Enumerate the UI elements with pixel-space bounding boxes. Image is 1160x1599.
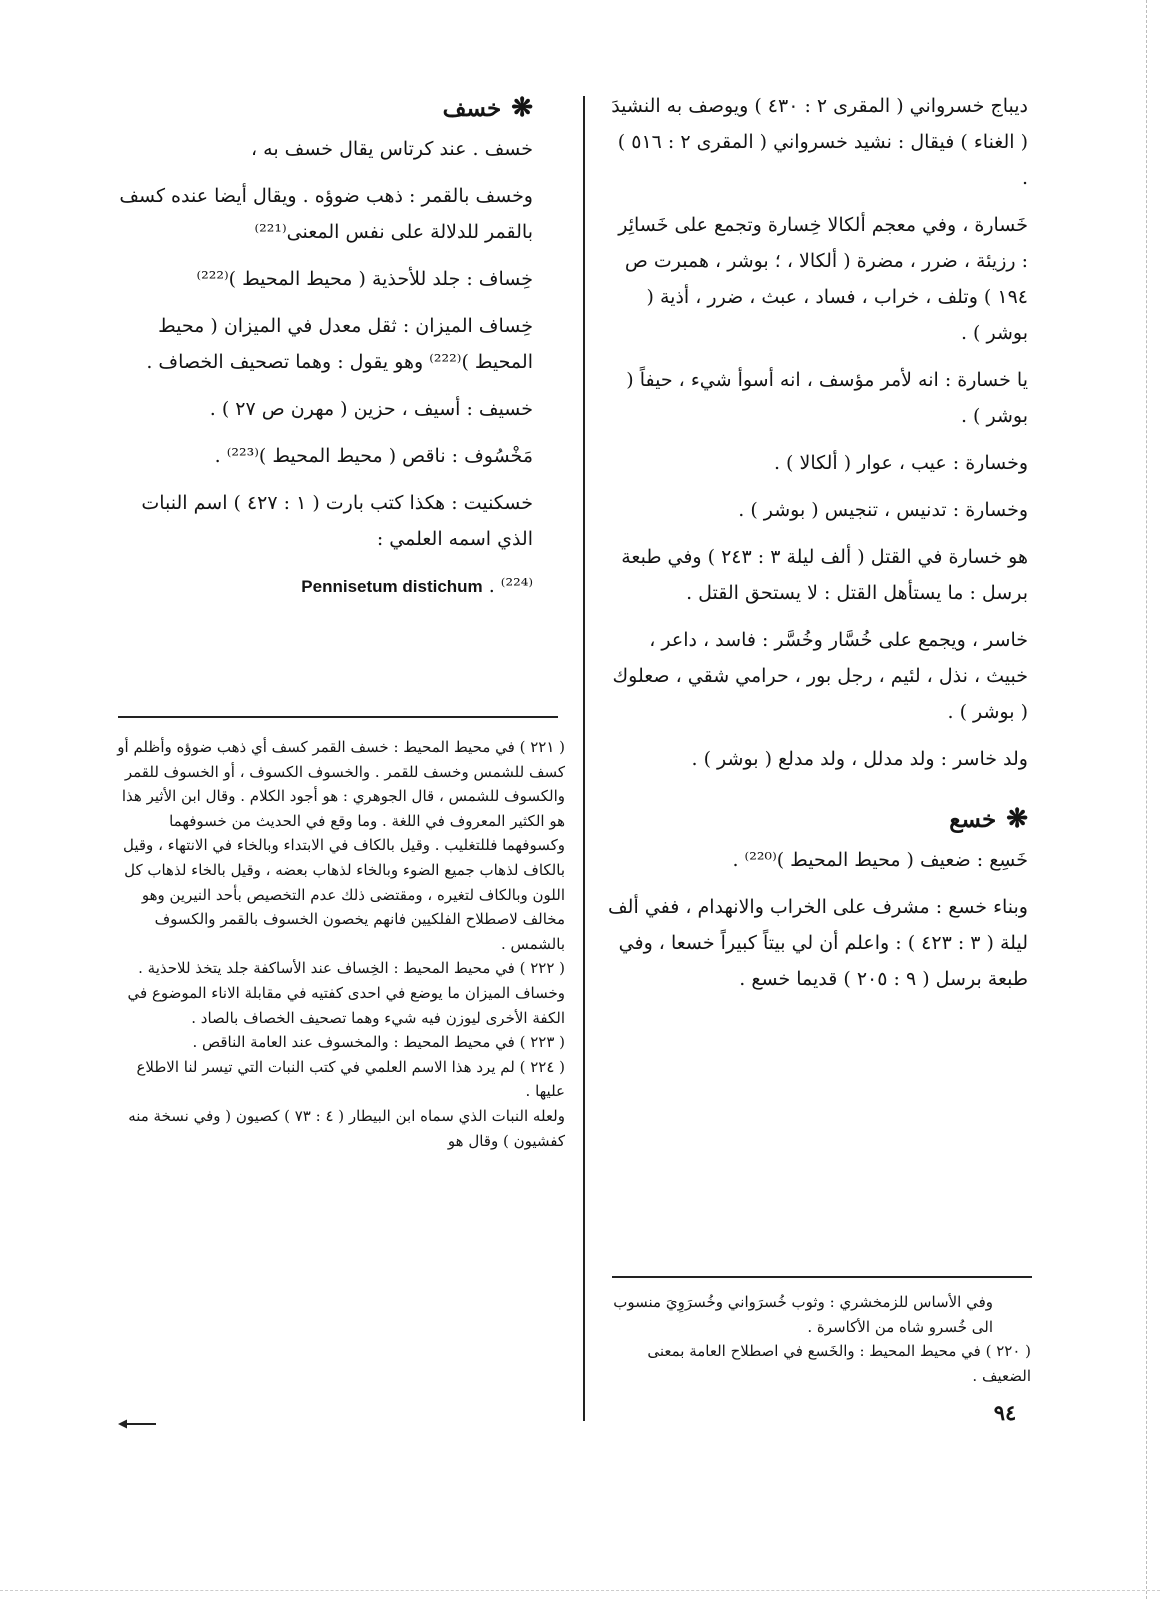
latin-term-line	[115, 568, 533, 605]
heading-word: خسع	[949, 806, 997, 833]
footnote-222: ( ٢٢٢ ) في محيط المحيط : الخِساف عند الأساكفة جلد يتخذ للاحذية . وخساف الميزان ما يوضع في احدى كفتيه في مقابلة الاناء الموضوع في الكفة الأخرى ليوزن فيه شيء وهما تصحيف الخصاف بالصاد .	[127, 959, 565, 1027]
entry-paragraph: وخسارة : تدنيس ، تنجيس ( بوشر ) .	[738, 499, 1028, 521]
right-column	[608, 88, 1028, 1008]
entry-paragraph: وخسارة : عيب ، عوار ( ألكالا ) .	[773, 452, 1028, 474]
entry-paragraph: خَسِع : ضعيف ( محيط المحيط )⁽²²⁰⁾ .	[732, 849, 1028, 871]
entry-paragraph: خِساف الميزان : ثقل معدل في الميزان ( محيط المحيط )⁽²²²⁾ وهو يقول : وهما تصحيف الخصاف .	[146, 315, 533, 373]
footnote-224: ( ٢٢٤ ) لم يرد هذا الاسم العلمي في كتب النبات التي تيسر لنا الاطلاع عليها .	[136, 1057, 565, 1101]
column-divider	[583, 96, 585, 1421]
footnote-220: ( ٢٢٠ ) في محيط المحيط : والخَسع في اصطلاح العامة بمعنى الضعيف .	[647, 1342, 1031, 1385]
footnote-separator	[612, 1276, 1032, 1278]
scan-edge-line	[0, 1590, 1160, 1591]
entry-paragraph: خِساف : جلد للأحذية ( محيط المحيط )⁽²²²⁾	[196, 268, 533, 290]
scan-edge-line	[1146, 0, 1147, 1599]
footnotes-right	[608, 1290, 1033, 1388]
entry-paragraph: ديباج خسرواني ( المقرى ٢ : ٤٣٠ ) ويوصف به النشيدَ ( الغناء ) فيقال : نشيد خسرواني ( المقرى ٢ : ٥١٦ ) .	[611, 95, 1028, 189]
footnote-separator	[118, 716, 558, 718]
entry-paragraph: خاسر ، ويجمع على خُسَّار وخُسَّر : فاسد ، داعر ، خبيث ، نذل ، لئيم ، رجل بور ، حرامي شقي ، صعلوك ( بوشر ) .	[612, 629, 1028, 723]
footnote-223: ( ٢٢٣ ) في محيط المحيط : والمخسوف عند العامة الناقص .	[192, 1033, 565, 1052]
entry-paragraph: خسيف : أسيف ، حزين ( مهرن ص ٢٧ ) .	[209, 398, 533, 420]
footnotes-left	[115, 735, 567, 1153]
entry-paragraph: وبناء خسع : مشرف على الخراب والانهدام ، ففي ألف ليلة ( ٣ : ٤٢٣ ) : واعلم أن لي بيتاً كبيراً خسعا ، وفي طبعة برسل ( ٩ : ٢٠٥ ) قديما خسع .	[608, 896, 1028, 990]
footnote-continuation: وفي الأساس للزمخشري : وثوب خُسرَواني وخُسرَوِيَ منسوب الى خُسرو شاه من الأكاسرة .	[613, 1293, 993, 1336]
footnote-221: ( ٢٢١ ) في محيط المحيط : خسف القمر كسف أي ذهب ضوؤه وأظلم أو كسف للشمس وخسف للقمر . والخسوف الكسوف ، أو الخسوف للقمر والكسوف للشمس ، قال الجوهري : هو أجود الكلام . وقال ابن الأثير هذا هو الكثير المعروف في اللغة . وما وقع في الحديث من خسوفهما وكسوفهما فللتغليب . وقيل بالكاف في الابتداء وبالخاء في الانتهاء ، وقيل بالكاف لذهاب جميع الضوء وبالخاء لذهاب بعضه ، وقيل بالخاء لذهاب كل اللون وبالكاف لتغيره ، ومقتضى ذلك عدم التخصيص بأحد النيرين وهو مخالف لاصطلاح الفلكيين فانهم يخصون الخسوف بالقمر والكسوف بالشمس .	[117, 738, 565, 953]
entry-paragraph: وخسف بالقمر : ذهب ضوؤه . ويقال أيضا عنده كسف بالقمر للدلالة على نفس المعنى⁽²²¹⁾	[119, 185, 533, 243]
page-number: ٩٤	[993, 1400, 1017, 1425]
continuation-arrow-icon	[118, 1418, 158, 1430]
footnote-ref: ⁽²²⁴⁾ .	[488, 575, 533, 597]
entry-heading-khasafa	[115, 88, 533, 129]
entry-heading-khasaa	[608, 799, 1028, 840]
entry-paragraph: خسف . عند كرتاس يقال خسف به ،	[251, 138, 533, 160]
left-column	[115, 88, 533, 616]
entry-paragraph: يا خسارة : انه لأمر مؤسف ، انه أسوأ شيء ، حيفاً ( بوشر ) .	[626, 369, 1028, 427]
asterisk-icon: ❋	[511, 93, 533, 123]
entry-paragraph: هو خسارة في القتل ( ألف ليلة ٣ : ٢٤٣ ) وفي طبعة برسل : ما يستأهل القتل : لا يستحق القتل .	[621, 546, 1028, 604]
entry-paragraph: خسكنيت : هكذا كتب بارت ( ١ : ٤٢٧ ) اسم النبات الذي اسمه العلمي :	[141, 492, 533, 550]
entry-paragraph: خَسارة ، وفي معجم ألكالا خِسارة وتجمع على خَسائِر : رزيئة ، ضرر ، مضرة ( ألكالا ، ؛ بوشر ، همبرت ص ١٩٤ ) وتلف ، خراب ، فساد ، عبث ، ضرر ، أذية ( بوشر ) .	[618, 214, 1028, 344]
asterisk-icon: ❋	[1006, 804, 1028, 834]
latin-species-name: Pennisetum distichum	[301, 577, 483, 596]
heading-word: خسف	[442, 95, 502, 122]
entry-paragraph: ولد خاسر : ولد مدلل ، ولد مدلع ( بوشر ) .	[691, 748, 1028, 770]
footnote-224-continued: ولعله النبات الذي سماه ابن البيطار ( ٤ : ٧٣ ) كصيون ( وفي نسخة منه كفشيون ) وقال هو	[128, 1106, 565, 1150]
entry-paragraph: مَخْسُوف : ناقص ( محيط المحيط )⁽²²³⁾ .	[214, 445, 533, 467]
